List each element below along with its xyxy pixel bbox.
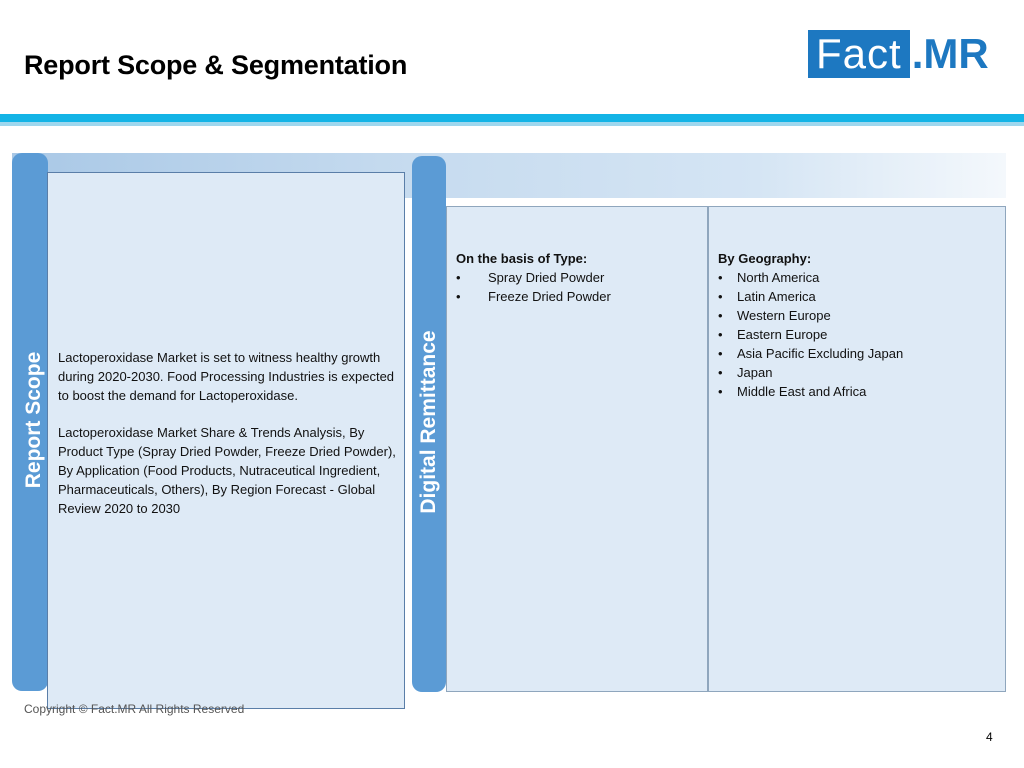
header-rule-thin (0, 122, 1024, 126)
type-segment-column (456, 249, 696, 306)
bullet-icon: • (718, 327, 723, 342)
list-item-label: Eastern Europe (737, 327, 828, 342)
bullet-icon: • (718, 308, 723, 323)
fact-mr-logo (808, 30, 989, 78)
bullet-icon: • (456, 270, 461, 285)
logo-fact-text: Fact (808, 30, 910, 78)
list-item (456, 268, 696, 287)
bullet-icon: • (718, 384, 723, 399)
geography-segment-list (718, 268, 998, 401)
list-item (718, 382, 998, 401)
bullet-icon: • (718, 270, 723, 285)
segmentation-tab-label: Digital Remittance (417, 330, 440, 514)
scope-paragraph-1: Lactoperoxidase Market is set to witness healthy growth during 2020-2030. Food Processing Industries is expected to boost the demand for Lactoperoxidase. (58, 350, 395, 403)
bullet-icon: • (718, 346, 723, 361)
geography-segment-column (718, 249, 998, 401)
logo-mr-text: .MR (911, 30, 989, 77)
report-scope-text (58, 348, 400, 536)
segmentation-column-divider (707, 206, 709, 692)
list-item-label: North America (737, 270, 820, 285)
bullet-icon: • (718, 289, 723, 304)
scope-paragraph-2: Lactoperoxidase Market Share & Trends Analysis, By Product Type (Spray Dried Powder, Freeze Dried Powder), By Application (Food Products, Nutraceutical Ingredient, Pharmaceuticals, Others), By Region Forecast - Global Review 2020 to 2030 (58, 425, 396, 516)
type-segment-heading: On the basis of Type: (456, 251, 588, 266)
list-item-label: Freeze Dried Powder (488, 289, 611, 304)
list-item (718, 306, 998, 325)
bullet-icon: • (718, 365, 723, 380)
list-item-label: Asia Pacific Excluding Japan (737, 346, 904, 361)
copyright-text: Copyright © Fact.MR All Rights Reserved (24, 702, 245, 716)
list-item-label: Western Europe (737, 308, 831, 323)
list-item (718, 325, 998, 344)
list-item-label: Japan (737, 365, 773, 380)
list-item (456, 287, 696, 306)
list-item (718, 344, 998, 363)
list-item (718, 287, 998, 306)
list-item (718, 363, 998, 382)
list-item-label: Spray Dried Powder (488, 270, 605, 285)
bullet-icon: • (456, 289, 461, 304)
header-rule-thick (0, 114, 1024, 122)
type-segment-list (456, 268, 696, 306)
page-title: Report Scope & Segmentation (24, 50, 408, 80)
report-scope-tab-label: Report Scope (22, 351, 45, 489)
geography-segment-heading: By Geography: (718, 251, 812, 266)
page-number: 4 (986, 730, 993, 744)
list-item (718, 268, 998, 287)
list-item-label: Middle East and Africa (737, 384, 867, 399)
list-item-label: Latin America (737, 289, 816, 304)
